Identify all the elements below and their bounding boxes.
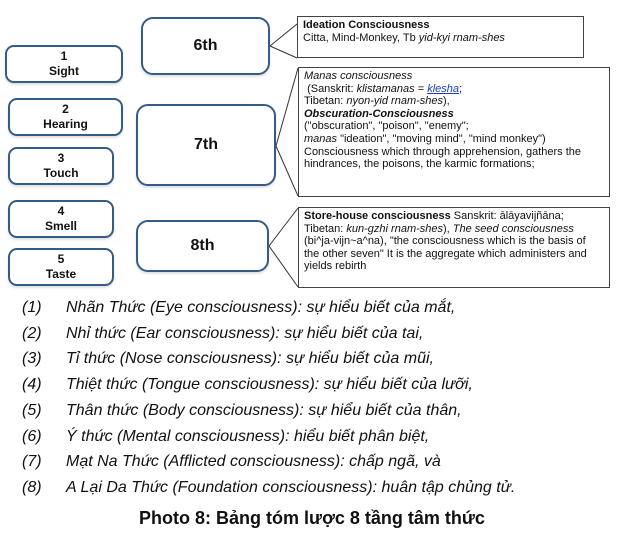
sense-number: 1 xyxy=(60,49,68,63)
list-item: (7) Mạt Na Thức (Afflicted consciousness): chấp ngã, và xyxy=(22,453,441,471)
desc-manas: manas "ideation", "moving mind", "mind monkey") xyxy=(304,132,546,145)
connector-8th-upper xyxy=(269,208,298,246)
list-item: (8) A Lại Da Thức (Foundation consciousness): huân tập chủng tử. xyxy=(22,478,516,496)
sense-number: 2 xyxy=(62,102,69,116)
figure-caption: Photo 8: Bảng tóm lược 8 tầng tâm thức xyxy=(139,508,485,528)
desc-obscuration-text: ("obscuration", "poison", "enemy"; xyxy=(304,120,469,133)
sense-box-smell xyxy=(8,200,114,238)
sense-box-hearing xyxy=(8,98,123,136)
desc-sanskrit: (Sanskrit: klistamanas = klesha; xyxy=(307,82,463,95)
list-item: (1) Nhãn Thức (Eye consciousness): sự hiểu biết của mắt, xyxy=(22,299,456,316)
sense-box-sight xyxy=(5,45,123,83)
level-box-7th xyxy=(136,104,276,186)
sense-label: Touch xyxy=(43,166,79,180)
list-item: (4) Thiệt thức (Tongue consciousness): sự hiểu biết của lưỡi, xyxy=(22,376,473,394)
sense-box-touch xyxy=(8,147,114,185)
level-label: 6th xyxy=(193,37,218,54)
desc-text: Store-house consciousness Sanskrit: ālāyavijñāna; Tibetan: kun-gzhi rnam-shes), The seed consciousness (bi^ja-vijn~a^na), "the consciousness which is the basis of the other seven" It is the aggregate which administers and yields rebirth xyxy=(304,210,587,273)
description-7th xyxy=(298,67,610,197)
sense-number: 3 xyxy=(57,151,65,165)
list-item: (6) Ý thức (Mental consciousness): hiểu biết phân biệt, xyxy=(22,427,430,445)
desc-obscuration-title: Obscuration-Consciousness xyxy=(304,107,454,120)
sense-label: Smell xyxy=(44,219,77,233)
sense-label: Sight xyxy=(49,64,79,78)
level-box-8th xyxy=(136,220,269,272)
description-6th xyxy=(297,16,584,58)
connector-8th-lower xyxy=(269,246,298,287)
level-label: 7th xyxy=(194,136,218,153)
sense-label: Taste xyxy=(45,267,77,281)
desc-title: Ideation Consciousness xyxy=(303,19,430,31)
desc-body: Consciousness which through apprehension, gathers the hindrances, the poisons, the karmic formations; xyxy=(304,145,582,171)
connector-7th-lower xyxy=(276,146,298,196)
sense-label: Hearing xyxy=(43,117,88,131)
sense-box-taste xyxy=(8,248,114,286)
desc-tibetan: Tibetan: nyon-yid rnam-shes), xyxy=(304,95,450,108)
list-item: (3) Tỉ thức (Nose consciousness): sự hiểu biết của mũi, xyxy=(22,350,434,368)
list-item: (5) Thân thức (Body consciousness): sự hiểu biết của thân, xyxy=(22,401,462,419)
consciousness-list xyxy=(22,295,622,501)
desc-text: Citta, Mind-Monkey, Tb yid-kyi rnam-shes xyxy=(303,31,505,44)
connector-7th-upper xyxy=(276,68,298,146)
connector-6th-lower xyxy=(270,46,297,58)
list-item: (2) Nhỉ thức (Ear consciousness): sự hiểu biết của tai, xyxy=(22,324,424,342)
klesha-link[interactable]: klesha xyxy=(427,82,459,95)
sense-number: 5 xyxy=(57,252,65,266)
level-box-6th xyxy=(141,17,270,75)
sense-number: 4 xyxy=(57,204,65,218)
description-8th xyxy=(298,207,610,288)
connector-6th-upper xyxy=(270,24,297,46)
desc-title: Manas consciousness xyxy=(304,70,413,82)
level-label: 8th xyxy=(190,237,215,254)
